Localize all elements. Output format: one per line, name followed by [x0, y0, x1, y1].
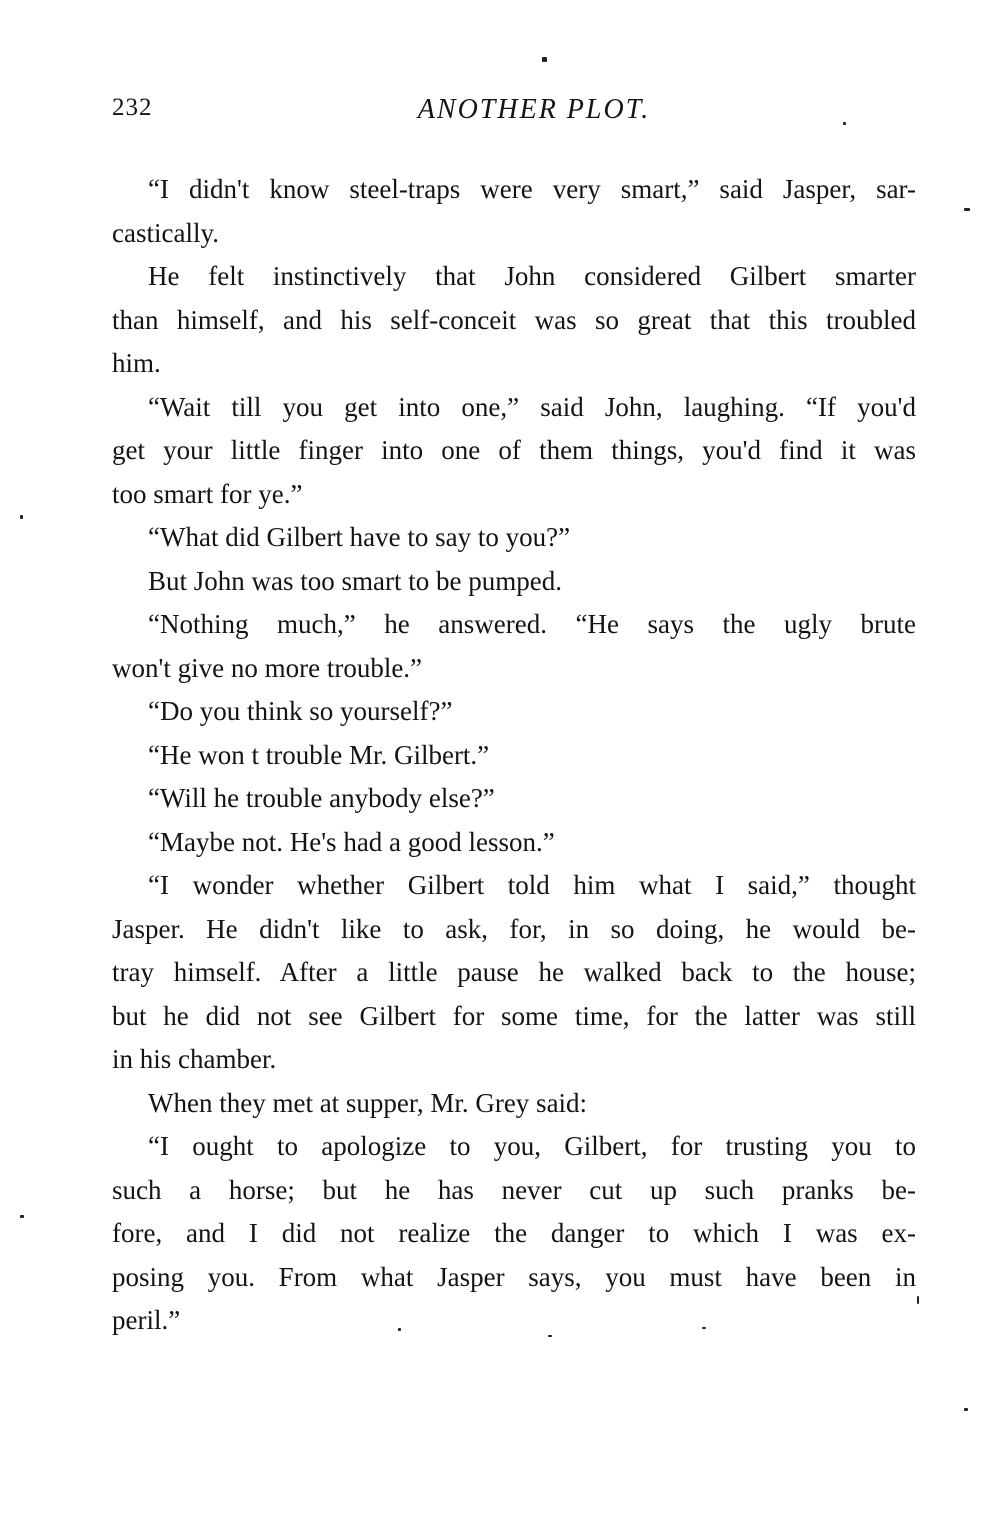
text-line: but he did not see Gilbert for some time, for the latter was still: [112, 1000, 916, 1031]
text-line: “Maybe not. He's had a good lesson.”: [148, 826, 555, 857]
text-line: Jasper. He didn't like to ask, for, in so doing, he would be-: [112, 913, 916, 944]
text-line: “Do you think so yourself?”: [148, 696, 453, 726]
running-title: ANOTHER PLOT.: [417, 94, 651, 125]
text-line: peril.”: [112, 1305, 181, 1335]
text-line: won't give no more trouble.”: [112, 652, 423, 683]
page-number: 232: [112, 94, 153, 121]
ink-speck: [917, 1296, 919, 1304]
text-line: in his chamber.: [112, 1044, 277, 1074]
text-line: posing you. From what Jasper says, you must have been in: [112, 1261, 916, 1292]
page-header: [112, 94, 916, 134]
text-line: “Will he trouble anybody else?”: [148, 783, 495, 813]
body-text: [112, 168, 916, 1343]
text-line: “He won t trouble Mr. Gilbert.”: [148, 739, 490, 770]
text-line: “I ought to apologize to you, Gilbert, for trusting you to: [148, 1131, 916, 1161]
text-line: “I wonder whether Gilbert told him what I said,” thought: [148, 870, 916, 900]
text-line: fore, and I did not realize the danger to which I was ex-: [112, 1218, 916, 1248]
text-line: But John was too smart to be pumped.: [148, 565, 562, 596]
ink-speck: [964, 208, 970, 211]
text-line: such a horse; but he has never cut up such pranks be-: [112, 1174, 916, 1205]
text-line: tray himself. After a little pause he walked back to the house;: [112, 957, 916, 987]
text-line: When they met at supper, Mr. Grey said:: [148, 1087, 588, 1118]
text-line: “Wait till you get into one,” said John, laughing. “If you'd: [148, 391, 916, 422]
text-line: “What did Gilbert have to say to you?”: [148, 522, 571, 552]
text-line: “I didn't know steel-traps were very smart,” said Jasper, sar-: [148, 174, 916, 204]
ink-speck: [964, 1408, 968, 1411]
text-line: castically.: [112, 217, 219, 248]
ink-speck: [20, 515, 23, 519]
ink-speck: [542, 57, 547, 62]
text-line: too smart for ye.”: [112, 478, 303, 509]
text-line: He felt instinctively that John considered Gilbert smarter: [148, 261, 916, 291]
text-line: get your little finger into one of them things, you'd find it was: [112, 435, 916, 465]
ink-speck: [20, 1215, 24, 1218]
text-line: “Nothing much,” he answered. “He says the ugly brute: [148, 609, 916, 639]
text-line: than himself, and his self-conceit was so great that this troubled: [112, 304, 916, 335]
text-line: him.: [112, 348, 161, 378]
